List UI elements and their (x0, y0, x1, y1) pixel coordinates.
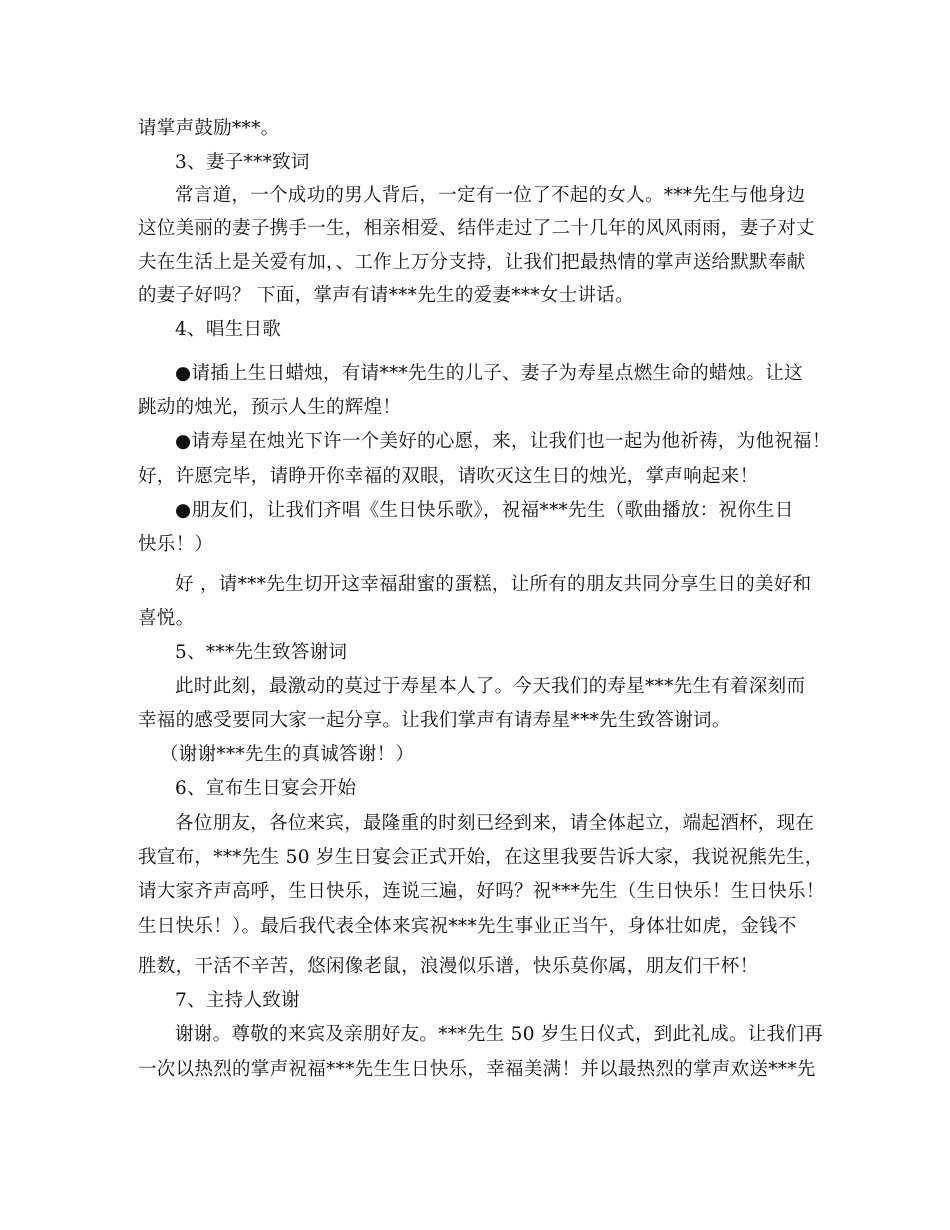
paragraph-line: 的妻子好吗？ 下面，掌声有请***先生的爱妻***女士讲话。 (138, 285, 634, 306)
bullet-line: ●朋友们，让我们齐唱《生日快乐歌》，祝福***先生（歌曲播放：祝你生日 (175, 500, 794, 521)
paragraph-line: 夫在生活上是关爱有加，、工作上万分支持，让我们把最热情的掌声送给默默奉献 (138, 252, 806, 273)
section-heading: 5、***先生致答谢词 (175, 642, 348, 663)
section-heading: 3、妻子***致词 (175, 152, 310, 173)
bullet-line: ●请寿星在烛光下许一个美好的心愿，来，让我们也一起为他祈祷，为他祝福！ (175, 431, 831, 452)
bullet-line: ●请插上生日蜡烛，有请***先生的儿子、妻子为寿星点燃生命的蜡烛。让这 (175, 363, 803, 384)
paragraph-line: 快乐！） (138, 534, 214, 555)
paragraph-line: 常言道，一个成功的男人背后，一定有一位了不起的女人。***先生与他身边 (175, 185, 806, 206)
paragraph-line: 请大家齐声高呼，生日快乐，连说三遍，好吗？祝***先生（生日快乐！生日快乐！ (138, 881, 825, 902)
paragraph-line: 好，许愿完毕，请睁开你幸福的双眼，请吹灭这生日的烛光，掌声响起来！ (138, 466, 759, 487)
paragraph-line: （谢谢***先生的真诚答谢！） (160, 744, 415, 765)
paragraph-line: 跳动的烛光，预示人生的辉煌！ (138, 397, 402, 418)
paragraph-line: 此时此刻，最激动的莫过于寿星本人了。今天我们的寿星***先生有着深刻而 (175, 676, 806, 697)
paragraph-line: 生日快乐！）。最后我代表全体来宾祝***先生事业正当午，身体壮如虎，金钱不 (138, 916, 797, 937)
section-heading: 7、主持人致谢 (175, 990, 300, 1011)
paragraph-line: 我宣布，***先生 50 岁生日宴会正式开始，在这里我要告诉大家，我说祝熊先生， (138, 847, 824, 868)
paragraph-line: 谢谢。尊敬的来宾及亲朋好友。***先生 50 岁生日仪式，到此礼成。让我们再 (175, 1024, 823, 1045)
section-heading: 4、唱生日歌 (175, 319, 282, 340)
paragraph-line: 胜数，干活不辛苦，悠闲像老鼠，浪漫似乐谱，快乐莫你属，朋友们干杯！ (138, 956, 759, 977)
paragraph-line: 一次以热烈的掌声祝福***先生生日快乐，幸福美满！并以最热烈的掌声欢送***先 (138, 1059, 816, 1080)
paragraph-line: 请掌声鼓励***。 (138, 118, 280, 139)
paragraph-line: 好 ，请***先生切开这幸福甜蜜的蛋糕，让所有的朋友共同分享生日的美好和 (175, 574, 812, 595)
paragraph-line: 各位朋友，各位来宾，最隆重的时刻已经到来，请全体起立，端起酒杯，现在 (175, 813, 815, 834)
section-heading: 6、宣布生日宴会开始 (175, 778, 357, 799)
paragraph-line: 喜悦。 (138, 608, 195, 629)
paragraph-line: 幸福的感受要同大家一起分享。让我们掌声有请寿星***先生致答谢词。 (138, 710, 731, 731)
paragraph-line: 这位美丽的妻子携手一生，相亲相爱、结伴走过了二十几年的风风雨雨，妻子对丈 (138, 218, 815, 239)
